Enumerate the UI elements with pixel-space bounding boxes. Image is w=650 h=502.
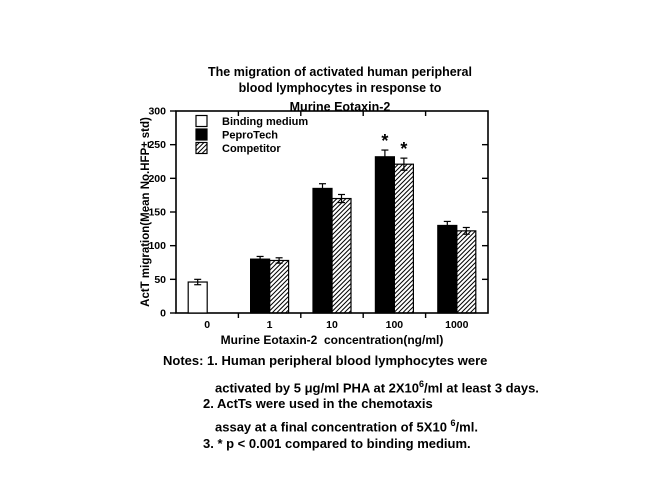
chart-title-line-2: blood lymphocytes in response to bbox=[238, 81, 442, 95]
bar-competitor-1 bbox=[270, 260, 289, 313]
note-line bbox=[215, 376, 593, 396]
note-text: activated by 5 μg/ml PHA at 2X10 bbox=[215, 380, 419, 396]
note-text: assay at a final concentration of 5X10 bbox=[215, 419, 451, 435]
note-text: /ml at least 3 days. bbox=[424, 380, 539, 396]
bar-peprotech-100 bbox=[375, 157, 394, 313]
x-tick-label: 100 bbox=[385, 319, 404, 331]
note-line bbox=[203, 436, 593, 452]
y-tick-label: 100 bbox=[148, 240, 166, 253]
note-text: Notes: 1. Human peripheral blood lymphocytes were bbox=[163, 353, 488, 368]
chart-title-line-1: The migration of activated human peripheral bbox=[208, 65, 472, 79]
note-text: /ml. bbox=[455, 419, 478, 435]
y-tick-label: 50 bbox=[154, 273, 166, 286]
x-tick-label: 10 bbox=[326, 319, 338, 331]
legend-label: PeproTech bbox=[222, 129, 279, 142]
note-superscript: 6 bbox=[450, 418, 456, 429]
bar-peprotech-1000 bbox=[438, 225, 457, 313]
x-tick-label: 1000 bbox=[445, 319, 469, 331]
note-text: 3. * p < 0.001 compared to binding medium. bbox=[203, 435, 471, 451]
x-tick-label: 0 bbox=[204, 319, 211, 331]
note-line bbox=[163, 353, 593, 369]
x-axis-title: Murine Eotaxin-2 concentration(ng/ml) bbox=[220, 333, 444, 347]
y-tick-label: 300 bbox=[148, 105, 166, 118]
legend-marker-open bbox=[196, 116, 207, 127]
note-text: 2. ActTs were used in the chemotaxis bbox=[203, 396, 433, 412]
figure-notes bbox=[163, 353, 593, 452]
significance-star: * bbox=[400, 139, 408, 160]
legend-marker-hatch bbox=[196, 143, 207, 154]
legend-marker-solid bbox=[196, 129, 207, 140]
significance-star: * bbox=[381, 131, 389, 152]
bar-peprotech-1 bbox=[251, 259, 270, 313]
plot-area bbox=[140, 106, 488, 348]
y-tick-label: 200 bbox=[148, 172, 166, 185]
bar-peprotech-10 bbox=[313, 188, 332, 313]
note-line bbox=[215, 415, 593, 435]
bar-competitor-10 bbox=[332, 199, 351, 313]
bar-competitor-1000 bbox=[457, 231, 476, 313]
bar-binding-medium-0 bbox=[188, 282, 207, 313]
chart-title-line-3: Murine Eotaxin-2 bbox=[289, 100, 391, 114]
chart-title bbox=[60, 64, 620, 115]
x-tick-label: 1 bbox=[266, 319, 273, 331]
legend-label: Competitor bbox=[222, 143, 281, 155]
y-axis-title: ActT migration(Mean No.HFP± std) bbox=[140, 117, 152, 307]
legend-label: Binding medium bbox=[222, 116, 309, 128]
y-tick-label: 0 bbox=[160, 307, 166, 320]
y-tick-label: 250 bbox=[148, 139, 166, 152]
y-tick-label: 150 bbox=[148, 206, 166, 219]
note-superscript: 6 bbox=[419, 379, 425, 389]
bar-competitor-100 bbox=[394, 164, 413, 313]
note-line bbox=[203, 396, 593, 412]
